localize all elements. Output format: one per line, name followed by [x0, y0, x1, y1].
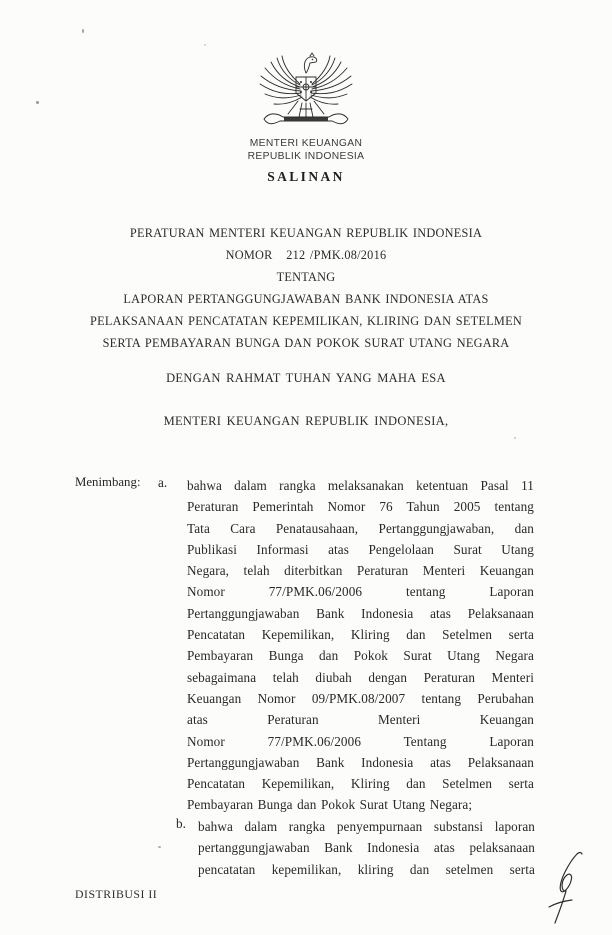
- copy-stamp: SALINAN: [267, 169, 345, 184]
- title-line-6: SERTA PEMBAYARAN BUNGA DAN POKOK SURAT UTANG NEGARA: [102, 336, 510, 350]
- body-line: Peraturan Pemerintah Nomor 76 Tahun 2005 tentang: [187, 499, 534, 515]
- body-line: Keuangan Nomor 09/PMK.08/2007 tentang Perubahan: [187, 690, 534, 706]
- regulation-title: [0, 222, 612, 354]
- body-line: Nomor 77/PMK.06/2006 tentang Laporan: [187, 584, 534, 600]
- considering-item-b: [198, 816, 535, 880]
- body-line: Pencatatan Kepemilikan, Kliring dan Setelmen serta: [187, 776, 534, 792]
- garuda-pancasila-emblem-icon: [254, 50, 358, 132]
- body-line: bahwa dalam rangka melaksanakan ketentuan Pasal 11: [187, 478, 534, 493]
- considering-item-a: [187, 475, 534, 816]
- title-line-2: NOMOR 212 /PMK.08/2016: [225, 248, 387, 262]
- body-line: Negara, telah diterbitkan Peraturan Menteri Keuangan: [187, 563, 534, 579]
- body-line: pencatatan kepemilikan, kliring dan setelmen serta: [198, 861, 535, 877]
- body-line: Pencatatan Kepemilikan, Kliring dan Setelmen serta: [187, 627, 534, 643]
- ministry-line-1: MENTERI KEUANGAN: [249, 138, 363, 149]
- title-line-5: PELAKSANAAN PENCATATAN KEPEMILIKAN, KLIRING DAN SETELMEN: [89, 314, 522, 328]
- item-a-marker: a.: [158, 475, 168, 490]
- body-line: pertanggungjawaban Bank Indonesia atas pelaksanaan: [198, 840, 535, 856]
- scan-speck: [158, 846, 161, 848]
- body-line: Tata Cara Penatausahaan, Pertanggungjawaban, dan: [187, 520, 534, 536]
- ministry-name: [0, 137, 612, 163]
- body-line: Pertanggungjawaban Bank Indonesia atas Pelaksanaan: [187, 605, 534, 621]
- considering-colon: :: [137, 475, 141, 489]
- authority-line: MENTERI KEUANGAN REPUBLIK INDONESIA,: [163, 414, 449, 428]
- distribution-label: DISTRIBUSI II: [75, 887, 158, 901]
- body-line: bahwa dalam rangka penyempurnaan substansi laporan: [198, 819, 535, 834]
- body-line: sebagaimana telah diubah dengan Peraturan Menteri: [187, 669, 534, 685]
- title-line-3: TENTANG: [276, 270, 336, 284]
- body-line: Pembayaran Bunga dan Pokok Surat Utang Negara: [187, 648, 534, 664]
- body-line: Pertanggungjawaban Bank Indonesia atas Pelaksanaan: [187, 754, 534, 770]
- item-b-marker: b.: [176, 816, 186, 831]
- scan-speck: [514, 437, 516, 439]
- body-line: Pembayaran Bunga dan Pokok Surat Utang Negara;: [187, 797, 473, 813]
- considering-label: Menimbang: [75, 475, 137, 489]
- scan-speck: [82, 29, 84, 33]
- title-line-1: PERATURAN MENTERI KEUANGAN REPUBLIK INDONESIA: [129, 226, 483, 240]
- title-line-4: LAPORAN PERTANGGUNGJAWABAN BANK INDONESIA ATAS: [123, 292, 489, 306]
- invocation-line: DENGAN RAHMAT TUHAN YANG MAHA ESA: [166, 371, 446, 385]
- handwritten-paraph-icon: [533, 850, 593, 930]
- scan-speck: [36, 101, 39, 104]
- body-line: Nomor 77/PMK.06/2006 Tentang Laporan: [187, 733, 534, 749]
- body-line: atas Peraturan Menteri Keuangan: [187, 712, 534, 728]
- body-line: Publikasi Informasi atas Pengelolaan Surat Utang: [187, 541, 534, 557]
- ministry-line-2: REPUBLIK INDONESIA: [247, 151, 365, 162]
- scan-speck: [204, 44, 206, 46]
